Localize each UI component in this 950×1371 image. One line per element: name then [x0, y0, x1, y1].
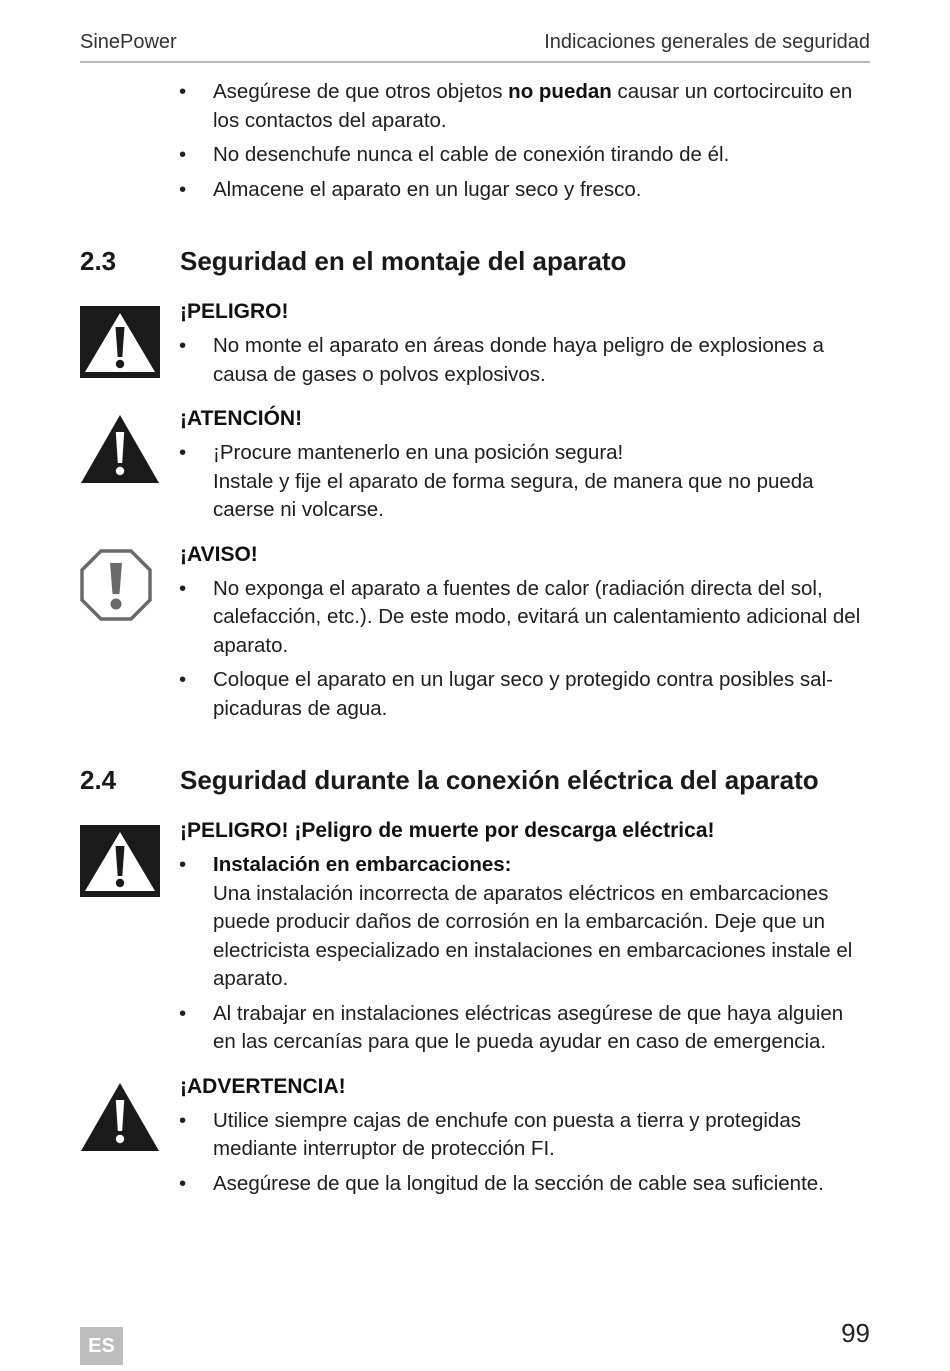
signal-word: ¡PELIGRO! ¡Peligro de muerte por descarga eléctrica! — [180, 819, 715, 842]
signal-word: ¡ATENCIÓN! — [180, 407, 303, 430]
list-item: • No desenchufe nunca el cable de conexión tirando de él. — [213, 141, 870, 170]
notice-bullet-list — [180, 575, 870, 724]
signal-word: ¡AVISO! — [180, 542, 258, 566]
section-number: 2.4 — [80, 765, 117, 795]
notice-box — [80, 541, 870, 724]
page-number: 99 — [841, 1318, 870, 1348]
caution-warning-icon — [80, 413, 160, 490]
chapter-title: Indicaciones generales de seguridad — [544, 31, 870, 53]
brand-name: SinePower — [80, 31, 177, 53]
caution-notice — [80, 405, 870, 525]
list-item: • Utilice siempre cajas de enchufe con puesta a tierra y protegidas mediante interruptor de protección FI. — [213, 1107, 870, 1164]
list-item: • Asegúrese de que la longitud de la sección de cable sea suficiente. — [213, 1170, 870, 1199]
section-title: Seguridad en el montaje del aparato — [180, 246, 627, 276]
danger-warning-icon — [80, 825, 160, 902]
language-badge: ES — [80, 1327, 123, 1365]
electric-danger-bullet-list — [180, 851, 870, 1057]
caution-bullet-list — [180, 439, 870, 525]
warning-notice — [80, 1073, 870, 1199]
page-header — [80, 30, 870, 63]
electric-danger-notice — [80, 817, 870, 1057]
list-item: • No exponga el aparato a fuentes de calor (radiación directa del sol, calefacción, etc.). De este modo, evitará un calentamiento adicional del aparato. — [213, 575, 870, 661]
list-item: • Al trabajar en instalaciones eléctricas asegúrese de que haya alguien en las cercanías para que le pueda ayudar en caso de emergencia. — [213, 1000, 870, 1057]
section-title: Seguridad durante la conexión eléctrica del aparato — [180, 765, 819, 795]
list-item: • Asegúrese de que otros objetos no puedan causar un cortocircuito en los contactos del aparato. — [213, 78, 870, 135]
signal-word: ¡ADVERTENCIA! — [180, 1074, 346, 1098]
danger-warning-icon — [80, 306, 160, 383]
section-heading-2-4 — [80, 765, 870, 801]
list-item: • No monte el aparato en áreas donde haya peligro de explosiones a causa de gases o polvos explosivos. — [213, 332, 870, 389]
section-heading-2-3 — [80, 246, 870, 282]
danger-notice — [80, 298, 870, 389]
intro-bullet-list — [80, 78, 870, 204]
section-number: 2.3 — [80, 246, 117, 276]
list-item: • Instalación en embarcaciones: Una instalación incorrecta de aparatos eléctricos en embarcaciones puede producir daños de corrosión en la embarcación. Deje que un electricista especializado en instalaciones en embarcaciones instale el aparato. — [213, 851, 870, 994]
list-item: • Coloque el aparato en un lugar seco y protegido contra posibles sal-picaduras de agua. — [213, 666, 870, 723]
list-item: • Almacene el aparato en un lugar seco y fresco. — [213, 176, 870, 205]
notice-octagon-icon — [80, 549, 152, 626]
signal-word: ¡PELIGRO! — [180, 300, 289, 323]
danger-bullet-list — [180, 332, 870, 389]
warning-bullet-list — [180, 1107, 870, 1199]
list-item: • ¡Procure mantenerlo en una posición segura! Instale y fije el aparato de forma segura, de manera que no pueda caerse ni volcarse. — [213, 439, 870, 525]
warning-triangle-icon — [80, 1081, 160, 1158]
page-content — [80, 78, 870, 1204]
